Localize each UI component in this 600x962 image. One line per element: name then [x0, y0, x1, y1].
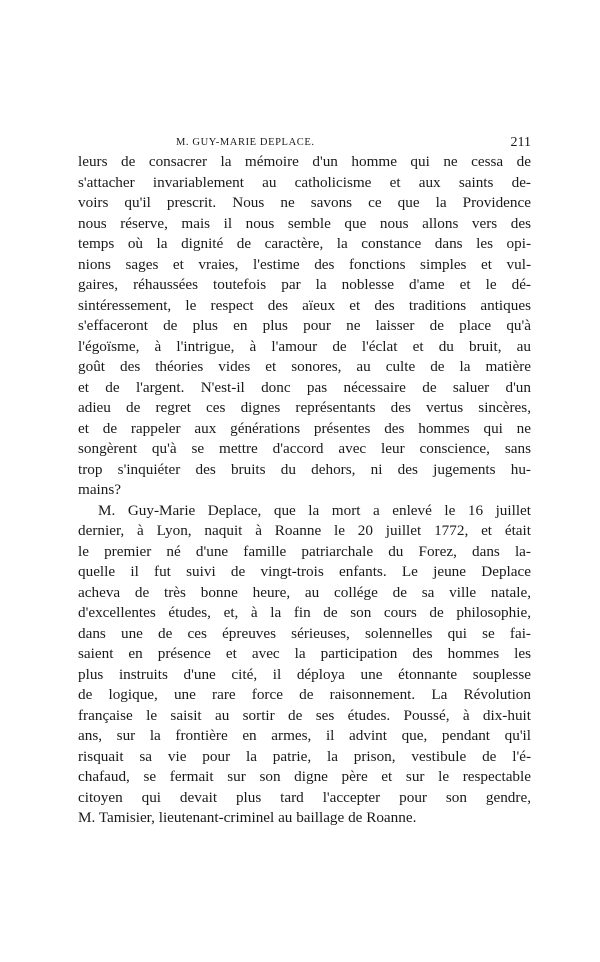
text-line: mains? — [78, 481, 122, 498]
text-line: nions sages et vraies, l'estime des fonctions simples et vul- — [78, 255, 531, 273]
text-line: s'attacher invariablement au catholicisme et aux saints de- — [78, 173, 531, 191]
text-line: plus instruits d'une cité, il déploya une étonnante souplesse — [78, 665, 531, 683]
text-line: saient en présence et avec la participation des hommes les — [78, 645, 531, 662]
page-number: 211 — [510, 135, 531, 150]
text-line: dernier, à Lyon, naquit à Roanne le 20 juillet 1772, et était — [78, 522, 531, 539]
text-line: d'excellentes études, et, à la fin de son cours de philosophie, — [78, 604, 531, 621]
text-line: chafaud, se fermait sur son digne père et sur le respectable — [78, 768, 531, 785]
text-line: le premier né d'une famille patriarchale du Forez, dans la- — [78, 542, 531, 560]
text-line: nous réserve, mais il nous semble que nous allons vers des — [78, 214, 531, 232]
running-title: M. GUY-MARIE DEPLACE. — [176, 137, 315, 148]
text-line: de logique, une rare force de raisonnement. La Révolution — [78, 686, 531, 703]
text-line: s'effaceront de plus en plus pour ne laisser de place qu'à — [78, 317, 531, 334]
text-line: l'égoïsme, à l'intrigue, à l'amour de l'éclat et du bruit, au — [78, 337, 531, 355]
text-line: voirs qu'il prescrit. Nous ne savons ce que la Providence — [78, 194, 531, 211]
text-line: trop s'inquiéter des bruits du dehors, ni des jugements hu- — [78, 460, 531, 478]
text-line: française le saisit au sortir de ses études. Poussé, à dix-huit — [78, 706, 531, 724]
text-line: temps où la dignité de caractère, la constance dans les opi- — [78, 235, 531, 252]
text-line: songèrent qu'à se mettre d'accord avec leur conscience, sans — [78, 440, 531, 457]
running-head — [78, 135, 531, 153]
paragraph-2 — [78, 501, 531, 829]
text-line: M. Guy-Marie Deplace, que la mort a enlevé le 16 juillet — [98, 501, 531, 519]
text-line: dans une de ces épreuves sérieuses, solennelles qui se fai- — [78, 624, 531, 642]
text-line: M. Tamisier, lieutenant-criminel au baillage de Roanne. — [78, 809, 417, 826]
body-text — [78, 152, 531, 829]
text-line: ans, sur la frontière en armes, il advint que, pendant qu'il — [78, 727, 531, 744]
text-line: leurs de consacrer la mémoire d'un homme qui ne cessa de — [78, 153, 531, 170]
text-line: sintéressement, le respect des aïeux et des traditions antiques — [78, 296, 531, 314]
text-line: gaires, réhaussées toutefois par la noblesse d'ame et le dé- — [78, 276, 531, 293]
text-line: et de rappeler aux générations présentes des hommes qui ne — [78, 419, 531, 437]
text-line: citoyen qui devait plus tard l'accepter pour son gendre, — [78, 788, 531, 806]
text-line: et de l'argent. N'est-il donc pas nécessaire de saluer d'un — [78, 378, 531, 396]
text-line: quelle il fut suivi de vingt-trois enfants. Le jeune Deplace — [78, 563, 531, 580]
paragraph-1 — [78, 152, 531, 501]
text-line: goût des théories vides et sonores, au culte de la matière — [78, 358, 531, 375]
text-line: adieu de regret ces dignes représentants des vertus sincères, — [78, 399, 531, 416]
text-line: acheva de très bonne heure, au collége de sa ville natale, — [78, 583, 531, 601]
text-line: risquait sa vie pour la patrie, la prison, vestibule de l'é- — [78, 747, 531, 765]
